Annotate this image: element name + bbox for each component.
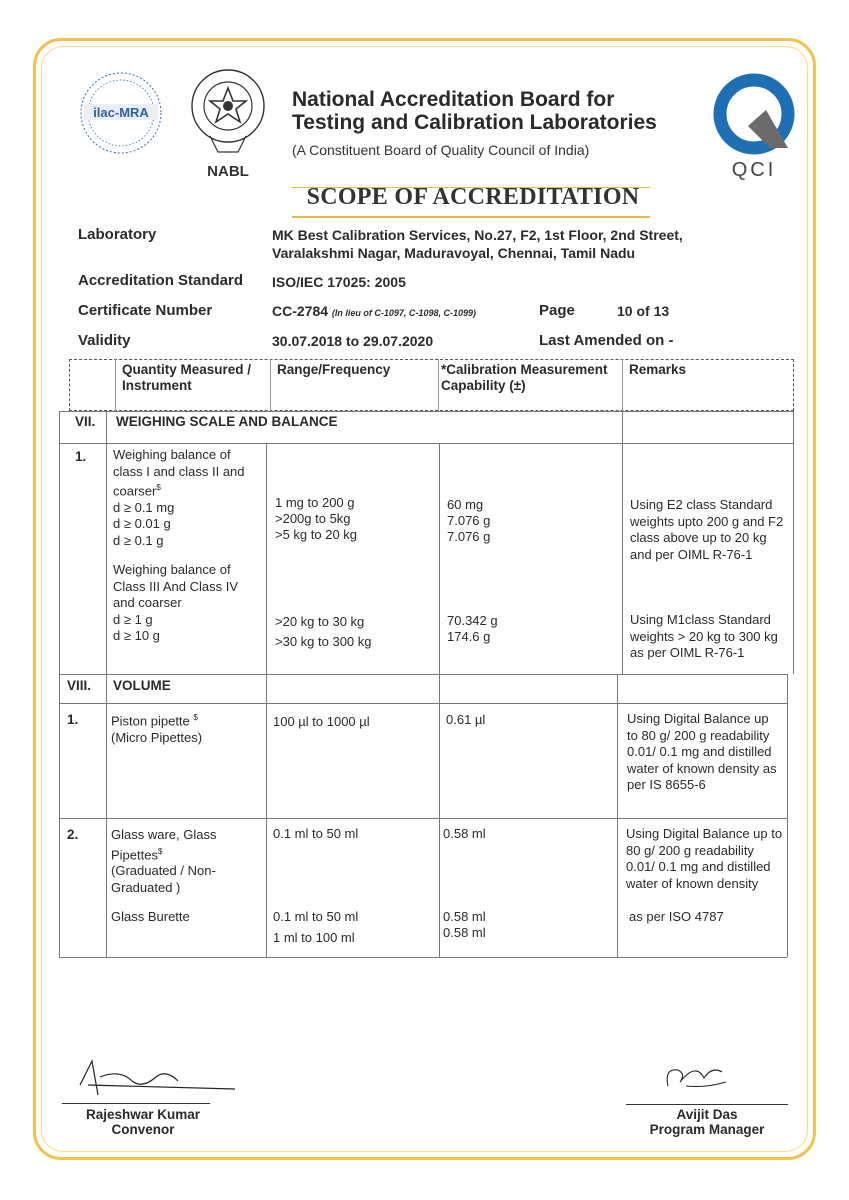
range-item: >20 kg to 30 kg [275,614,365,629]
quantity-subtext: (Graduated / Non-Graduated ) [111,863,216,895]
cmc-item: 0.58 ml [443,909,486,924]
page-value: 10 of 13 [617,303,670,319]
signatory-left-role: Convenor [111,1122,175,1137]
board-title-line2: Testing and Calibration Laboratories [292,111,657,134]
header-remarks: Remarks [629,362,687,377]
section-title: WEIGHING SCALE AND BALANCE [116,414,338,429]
grid-line [793,411,794,674]
grid-line [439,443,440,957]
header-cmc: *Calibration Measurement Capability (±) [441,362,608,393]
range-item: 1 mg to 200 g [275,495,355,510]
header-range: Range/Frequency [277,362,391,377]
remarks-cell: Using E2 class Standard weights upto 200 g and F2 class above up to 20 kg and per OIML R-76-1 [630,497,784,562]
board-title-line1: National Accreditation Board for [292,88,615,111]
cmc-item: 174.6 g [447,629,491,644]
signatory-right [626,1107,788,1137]
grid-line [59,443,793,444]
header-quantity: Quantity Measured / Instrument [122,362,252,393]
cmc-item: 0.58 ml [443,925,486,940]
quantity-cell [111,710,261,746]
cmc-item: 7.076 g [447,513,491,528]
laboratory-line1: MK Best Calibration Services, No.27, F2, 1st Floor, 2nd Street, [272,227,683,243]
board-subtitle: (A Constituent Board of Quality Council of India) [292,142,590,158]
svg-text:QCI: QCI [731,159,777,181]
range-item: 0.1 ml to 50 ml [273,826,359,841]
grid-line [266,443,267,957]
quantity-text: Weighing balance of Class III And Class IV and coarser [113,562,238,610]
page-label: Page [539,302,575,319]
remarks-cell: Using Digital Balance up to 80 g/ 200 g readability 0.01/ 0.1 mg and distilled water of known density [626,826,783,891]
grid-line [59,411,793,412]
signatory-left-name: Rajeshwar Kumar [85,1107,201,1122]
quantity-subtext: (Micro Pipettes) [111,729,203,745]
grid-line [787,674,788,957]
quantity-text: Glass Burette [111,909,190,924]
dollar-mark: $ [156,483,161,492]
standard-value: ISO/IEC 17025: 2005 [272,274,406,290]
grid-line [617,674,618,957]
validity-value: 30.07.2018 to 29.07.2020 [272,333,434,349]
signature-right-image [656,1052,746,1097]
range-item: 100 µl to 1000 µl [273,714,370,729]
resolution-item: d ≥ 1 g [113,611,153,627]
quantity-text: Weighing balance of class I and class II and coarser [113,447,245,499]
certificate-value [272,302,476,322]
row-number: 2. [67,827,79,842]
certificate-note: (In lieu of C-1097, C-1098, C-1099) [331,308,476,318]
signatory-right-role: Program Manager [649,1122,765,1137]
grid-line [622,411,623,674]
svg-text:NABL: NABL [207,163,249,180]
range-item: >30 kg to 300 kg [275,634,372,649]
quantity-cell [113,447,263,549]
svg-text:ilac-MRA: ilac-MRA [93,105,149,120]
section-number: VII. [75,414,96,429]
scope-title: SCOPE OF ACCREDITATION [306,184,640,210]
quantity-cell [111,827,261,896]
qci-logo [708,70,800,182]
quantity-text: Glass ware, Glass Pipettes [111,827,217,862]
dollar-mark: $ [157,846,163,856]
grid-line [59,411,60,957]
cmc-item: 7.076 g [447,529,491,544]
signature-line-left [62,1103,210,1104]
title-rule-bottom [292,216,650,218]
cmc-item: 70.342 g [447,613,498,628]
header-divider [270,359,271,411]
resolution-item: d ≥ 0.1 g [113,532,164,548]
range-item: >5 kg to 20 kg [275,527,358,542]
laboratory-value [272,226,742,262]
laboratory-line2: Varalakshmi Nagar, Maduravoyal, Chennai, Tamil Nadu [272,245,636,261]
row-number: 1. [67,712,79,727]
remarks-cell: Using Digital Balance up to 80 g/ 200 g readability 0.01/ 0.1 mg and distilled water of known density as per IS 8655-6 [627,711,777,792]
grid-line [59,703,787,704]
dollar-mark: $ [193,713,198,722]
section-number: VIII. [67,678,92,693]
quantity-cell [113,562,263,645]
grid-line [59,674,787,675]
remarks-cell: Using M1class Standard weights > 20 kg to 300 kg as per OIML R-76-1 [630,612,778,660]
signature-line-right [626,1104,788,1105]
grid-line [59,957,787,958]
header-divider [115,359,116,411]
signatory-left [62,1107,224,1137]
nabl-logo [188,66,268,184]
range-item: 0.1 ml to 50 ml [273,909,359,924]
board-title [292,88,712,134]
header-divider [438,359,439,411]
ilac-mra-logo [78,70,164,156]
resolution-item: d ≥ 0.1 mg [113,499,175,515]
resolution-item: d ≥ 10 g [113,628,160,643]
section-title: VOLUME [113,678,171,693]
grid-line [59,818,787,819]
row-number: 1. [75,449,87,464]
cmc-item: 0.58 ml [443,826,486,841]
cmc-item: 60 mg [447,497,484,512]
certificate-number: CC-2784 [272,303,329,319]
signature-left-image [70,1055,240,1100]
certificate-label: Certificate Number [78,302,213,319]
validity-label: Validity [78,332,131,349]
last-amended-label: Last Amended on - [539,332,674,349]
remarks-cell: as per ISO 4787 [629,909,724,924]
range-item: 1 ml to 100 ml [273,930,355,945]
cmc-item: 0.61 µl [446,712,486,727]
standard-label: Accreditation Standard [78,272,244,289]
laboratory-label: Laboratory [78,226,157,243]
header-divider [622,359,623,411]
grid-line [106,411,107,957]
range-item: >200g to 5kg [275,511,351,526]
signatory-right-name: Avijit Das [676,1107,738,1122]
resolution-item: d ≥ 0.01 g [113,516,171,532]
quantity-text: Piston pipette [111,713,190,729]
